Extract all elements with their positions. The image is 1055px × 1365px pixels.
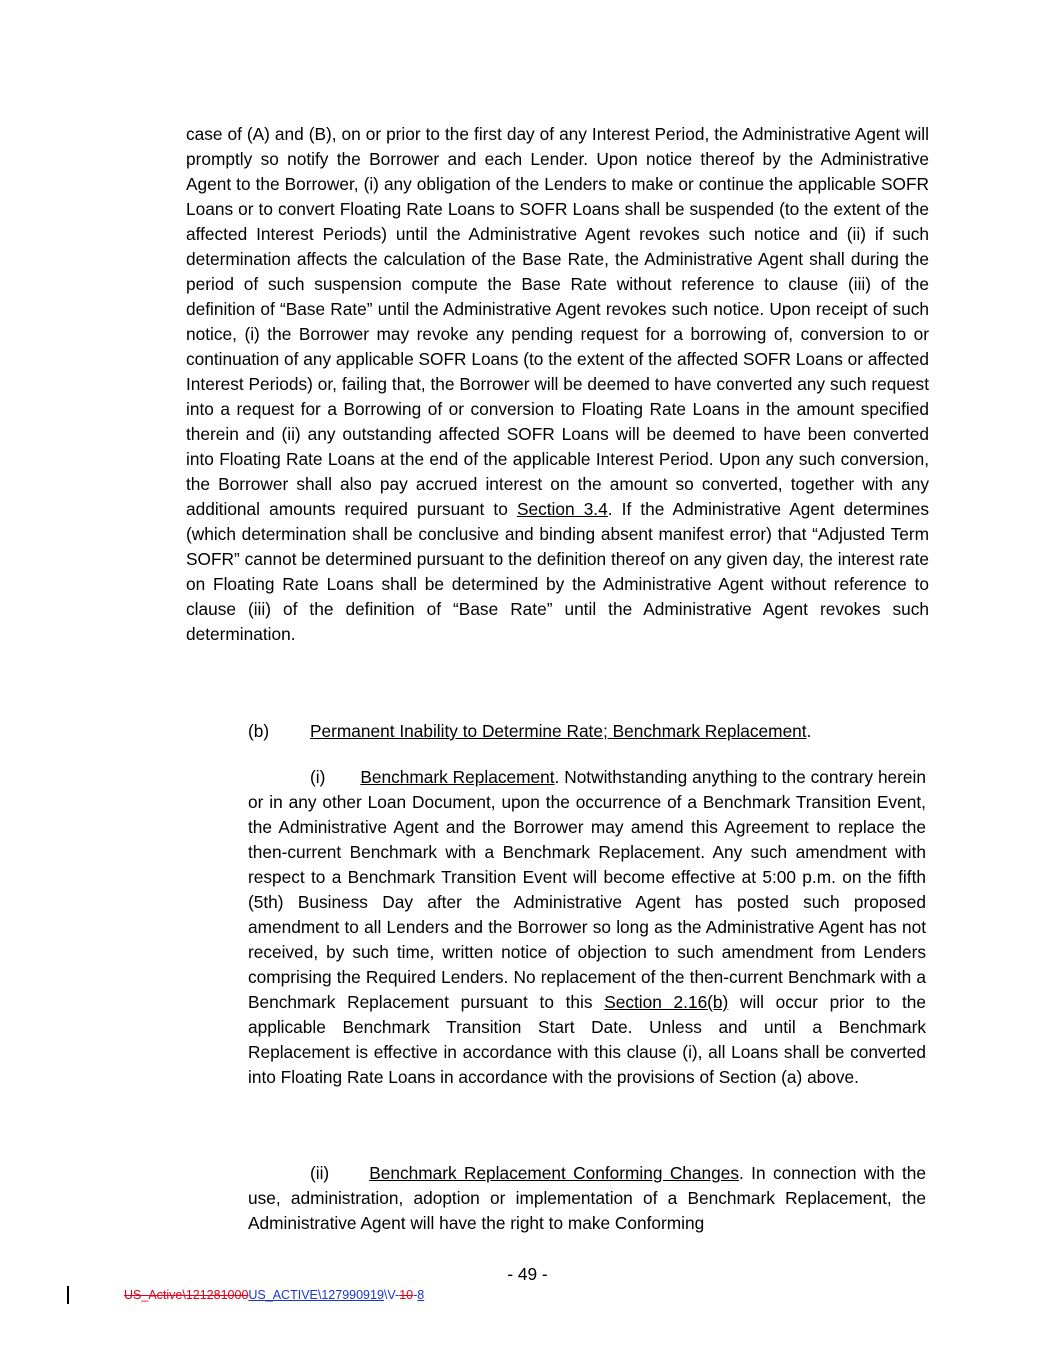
paragraph-text: . If the Administrative Agent determines (which determination shall be conclusive and binding absent manifest error) that “Adjusted Term SOFR” cannot be determined pursuant to the definition thereof on any given day, the interest rate on Floating Rate Loans shall be determined by the Administrative Agent without reference to clause (iii) of the definition of “Base Rate” until the Administrative Agent revokes such determination. — [186, 499, 930, 644]
clause-text: will occur prior to the applicable Benchmark Transition Start Date. Unless and until a Benchmark Replacement is effective in accordance with this clause (i), all Loans shall be converted into Floating Rate Loans in accordance with the provisions of Section (a) above. — [248, 992, 926, 1087]
section-b-heading — [248, 719, 928, 744]
section-2-16-b-reference: Section 2.16(b) — [604, 992, 729, 1012]
clause-title: Benchmark Replacement Conforming Changes — [369, 1163, 740, 1183]
section-title: Permanent Inability to Determine Rate; Benchmark Replacement — [310, 721, 807, 741]
revision-change-bar — [67, 1286, 69, 1304]
inserted-version: 8 — [417, 1288, 425, 1302]
version-prefix: \V- — [383, 1288, 400, 1302]
clause-ii-paragraph — [248, 1161, 926, 1236]
clause-number: (i) — [310, 767, 326, 787]
section-title-period: . — [806, 721, 812, 741]
clause-text: . Notwithstanding anything to the contrary herein or in any other Loan Document, upon the occurrence of a Benchmark Transition Event, the Administrative Agent and the Borrower may amend this Agreement to replace the then-current Benchmark with a Benchmark Replacement. Any such amendment with respect to a Benchmark Transition Event will become effective at 5:00 p.m. on the fifth (5th) Business Day after the Administrative Agent has posted such proposed amendment to all Lenders and the Borrower so long as the Administrative Agent has not received, by such time, written notice of objection to such amendment from Lenders comprising the Required Lenders. No replacement of the then-current Benchmark with a Benchmark Replacement pursuant to this — [248, 767, 926, 1012]
page-number: - 49 - — [507, 1264, 548, 1284]
clause-title: Benchmark Replacement — [360, 767, 555, 787]
document-footer-id — [124, 1288, 424, 1303]
deleted-version: 10 — [399, 1288, 414, 1302]
clause-i-paragraph — [248, 765, 926, 1090]
section-3-4-reference: Section 3.4 — [516, 499, 608, 519]
clause-text: . In connection with the use, administration, adoption or implementation of a Benchmark Replacement, the Administrative Agent will have the right to make Conforming — [248, 1163, 927, 1233]
paragraph-text: case of (A) and (B), on or prior to the first day of any Interest Period, the Administrative Agent will promptly so notify the Borrower and each Lender. Upon notice thereof by the Administrative Agent to the Borrower, (i) any obligation of the Lenders to make or continue the applicable SOFR Loans or to convert Floating Rate Loans to SOFR Loans shall be suspended (to the extent of the affected Interest Periods) until the Administrative Agent revokes such notice and (ii) if such determination affects the calculation of the Base Rate, the Administrative Agent shall during the period of such suspension compute the Base Rate without reference to clause (iii) of the definition of “Base Rate” until the Administrative Agent revokes such notice. Upon receipt of such notice, (i) the Borrower may revoke any pending request for a borrowing of, conversion to or continuation of any applicable SOFR Loans (to the extent of the affected SOFR Loans or affected Interest Periods) or, failing that, the Borrower will be deemed to have converted any such request into a request for a Borrowing of or conversion to Floating Rate Loans in the amount specified therein and (ii) any outstanding affected SOFR Loans will be deemed to have been converted into Floating Rate Loans at the end of the applicable Interest Period. Upon any such conversion, the Borrower shall also pay accrued interest on the amount so converted, together with any additional amounts required pursuant to — [186, 124, 929, 519]
paragraph-a-continuation — [186, 122, 929, 647]
section-number: (b) — [248, 721, 270, 741]
clause-number: (ii) — [310, 1163, 330, 1183]
deleted-doc-id: US_Active\121281000 — [124, 1288, 249, 1302]
inserted-doc-id: US_ACTIVE\127990919 — [248, 1288, 384, 1302]
version-separator: - — [413, 1288, 418, 1302]
